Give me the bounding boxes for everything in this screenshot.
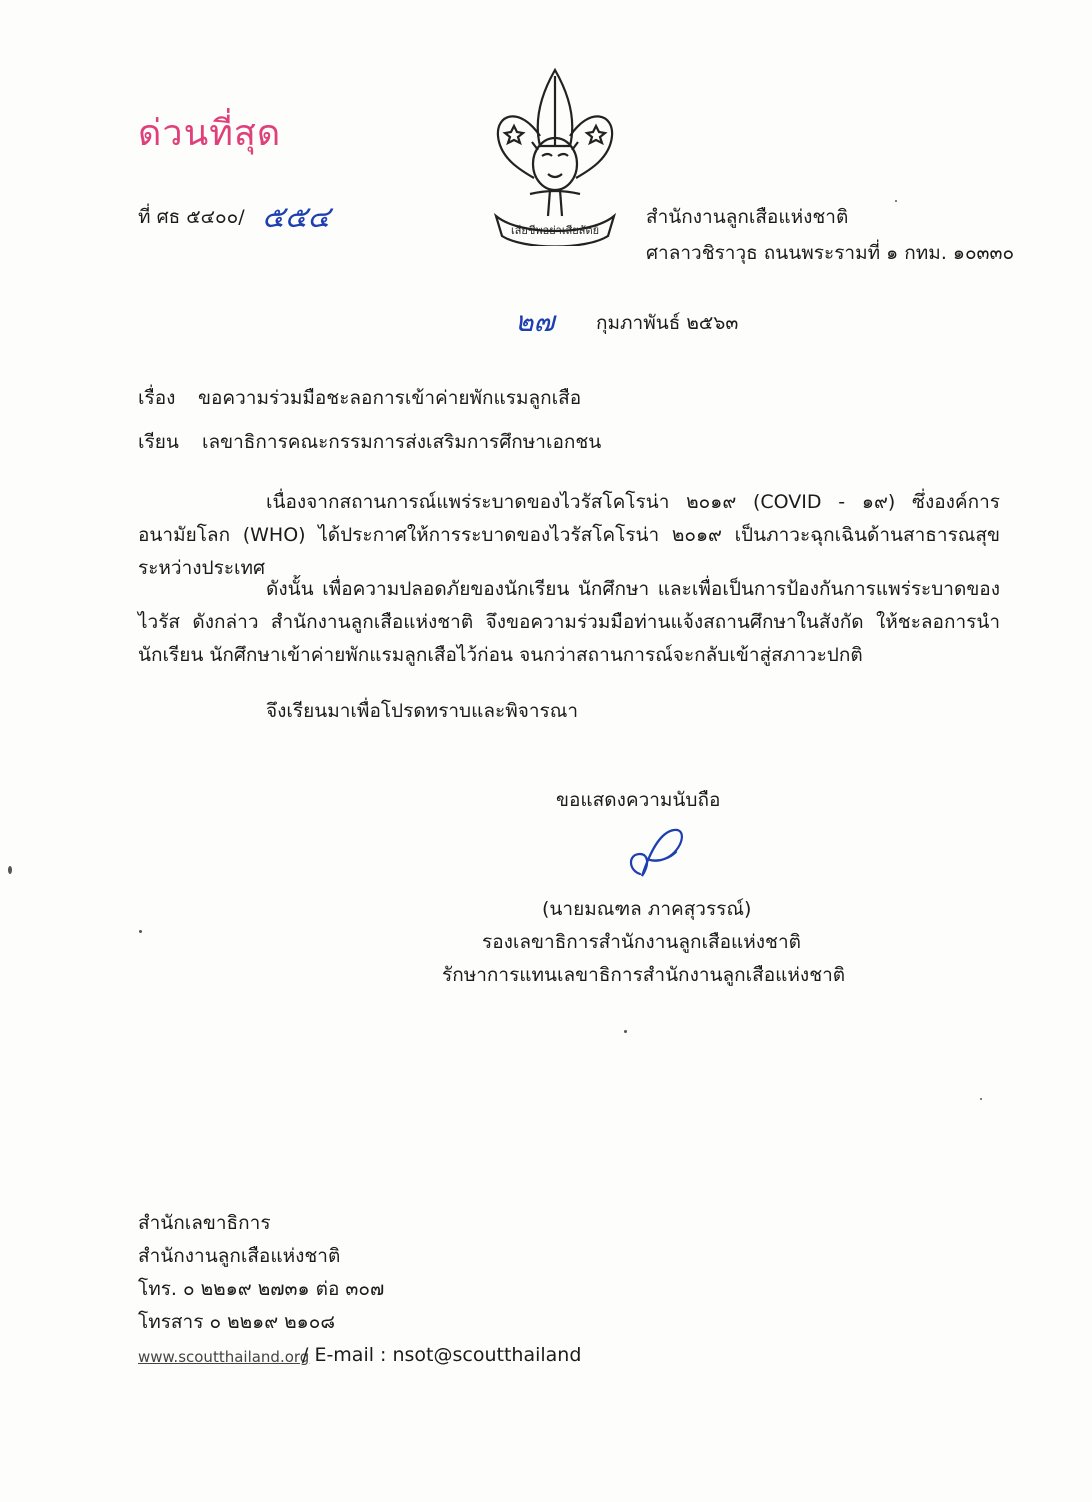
- closing: ขอแสดงความนับถือ: [556, 789, 721, 811]
- footer-telephone: โทร. ๐ ๒๒๑๙ ๒๗๓๑ ต่อ ๓๐๗: [138, 1278, 385, 1300]
- reference-prefix: ที่ ศธ ๕๔๐๐/: [138, 206, 245, 228]
- signatory-name: (นายมณฑล ภาคสุวรรณ์): [542, 898, 752, 920]
- reference-number-handwritten: ๕๕๔: [262, 200, 331, 235]
- signature: [620, 822, 690, 882]
- office-address: ศาลาวชิราวุธ ถนนพระรามที่ ๑ กทม. ๑๐๓๓๐: [646, 242, 1015, 264]
- footer-email: / E-mail : nsot@scoutthailand: [302, 1344, 582, 1366]
- recipient-label: เรียน: [138, 431, 179, 453]
- date-month-year: กุมภาพันธ์ ๒๕๖๓: [596, 312, 739, 334]
- date-day-handwritten: ๒๗: [515, 305, 555, 338]
- footer-website-link[interactable]: www.scoutthailand.org: [138, 1348, 310, 1366]
- body-paragraph-2: ดังนั้น เพื่อความปลอดภัยของนักเรียน นักศึกษา และเพื่อเป็นการป้องกันการแพร่ระบาดของไวรัส ดังกล่าว สำนักงานลูกเสือแห่งชาติ จึงขอความร่วมมือท่านแจ้งสถานศึกษาในสังกัด ให้ชะลอการนำนักเรียน นักศึกษาเข้าค่ายพักแรมลูกเสือไว้ก่อน จนกว่าสถานการณ์จะกลับเข้าสู่สภาวะปกติ: [138, 578, 1000, 666]
- emblem-motto: เสียชีพอย่าเสียสัตย์: [510, 224, 600, 237]
- signatory-position-1: รองเลขาธิการสำนักงานลูกเสือแห่งชาติ: [482, 931, 801, 953]
- subject-label: เรื่อง: [138, 387, 176, 409]
- signatory-position-2: รักษาการแทนเลขาธิการสำนักงานลูกเสือแห่งชาติ: [442, 964, 846, 986]
- footer-department: สำนักเลขาธิการ: [138, 1212, 271, 1234]
- body-paragraph-3: จึงเรียนมาเพื่อโปรดทราบและพิจารณา: [266, 700, 579, 722]
- office-name: สำนักงานลูกเสือแห่งชาติ: [646, 206, 849, 228]
- footer-fax: โทรสาร ๐ ๒๒๑๙ ๒๑๐๘: [138, 1311, 335, 1333]
- body-paragraph-1: เนื่องจากสถานการณ์แพร่ระบาดของไวรัสโคโรน่า ๒๐๑๙ (COVID - ๑๙) ซึ่งองค์การอนามัยโลก (WHO) ได้ประกาศให้การระบาดของไวรัสโคโรน่า ๒๐๑๙ เป็นภาวะฉุกเฉินด้านสาธารณสุขระหว่างประเทศ: [138, 491, 1000, 579]
- scan-speck: [8, 866, 12, 874]
- scout-emblem: [490, 66, 620, 246]
- scan-speck: [624, 1030, 627, 1033]
- urgency-label: ด่วนที่สุด: [138, 113, 282, 154]
- scan-speck: [895, 200, 897, 202]
- footer-office: สำนักงานลูกเสือแห่งชาติ: [138, 1245, 341, 1267]
- fleur-de-lis-emblem-icon: [490, 66, 620, 246]
- signature-icon: [620, 822, 690, 882]
- subject-text: ขอความร่วมมือชะลอการเข้าค่ายพักแรมลูกเสือ: [198, 387, 582, 409]
- scan-speck: [980, 1098, 982, 1100]
- scan-speck: [139, 930, 142, 933]
- recipient-text: เลขาธิการคณะกรรมการส่งเสริมการศึกษาเอกชน: [202, 431, 602, 453]
